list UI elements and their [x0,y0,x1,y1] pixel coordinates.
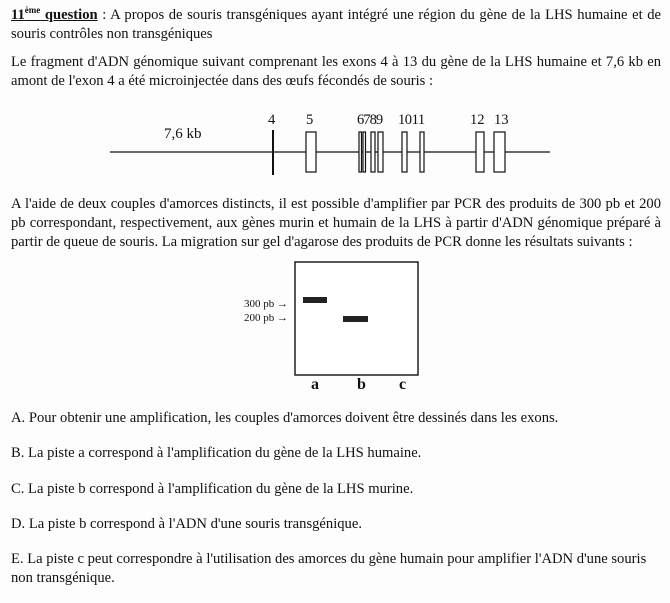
exon-6 [359,132,362,172]
lane-label-a: a [311,376,319,393]
lane-label-b: b [357,376,366,393]
exon-5 [306,132,316,172]
exon-10 [402,132,407,172]
band-lane-a-300pb [303,297,327,303]
exon-label: 1011 [398,112,425,128]
exon-label: 4 [268,112,276,128]
exon-7 [363,132,366,172]
upstream-label: 7,6 kb [164,126,202,142]
question-header: 11ème question : A propos de souris transgéniques ayant intégré une région du gène de la LHS humaine et de souris contrôles non transgéniques [11,5,661,42]
marker-200pb: 200 pb → [244,312,288,324]
exon-label: 12 [470,112,485,128]
question-number: 11ème question [11,5,98,23]
exon-label: 6789 [357,112,383,128]
exon-12 [476,132,484,172]
option-e: E. La piste c peut correspondre à l'utilisation des amorces du gène humain pour amplifier l'ADN d'une souris non transgénique. [11,551,647,586]
exon-13 [494,132,505,172]
option-d: D. La piste b correspond à l'ADN d'une souris transgénique. [11,516,362,532]
pcr-text: A l'aide de deux couples d'amorces distincts, il est possible d'amplifier par PCR des produits de 300 pb et 200 pb correspondant, respectivement, aux gènes murin et humain de la LHS à partir d'ADN génomique préparé à partir de queue de souris. La migration sur gel d'agarose des produits de PCR donne les résultats suivants : [11,196,661,250]
option-c: C. La piste b correspond à l'amplification du gène de la LHS murine. [11,481,414,497]
exon-label: 5 [306,112,314,128]
exon-label: 13 [494,112,509,128]
marker-300pb: 300 pb → [244,298,288,310]
intro-text: Le fragment d'ADN génomique suivant comprenant les exons 4 à 13 du gène de la LHS humaine et 7,6 kb en amont de l'exon 4 a été microinjectée dans des œufs fécondés de souris : [11,54,661,89]
exon-11 [420,132,424,172]
band-lane-b-200pb [343,316,368,322]
option-a: A. Pour obtenir une amplification, les couples d'amorces doivent être dessinés dans les exons. [11,410,559,426]
lane-label-c: c [399,376,407,393]
exon-8 [371,132,375,172]
option-b: B. La piste a correspond à l'amplification du gène de la LHS humaine. [11,445,422,461]
exon-9 [378,132,383,172]
